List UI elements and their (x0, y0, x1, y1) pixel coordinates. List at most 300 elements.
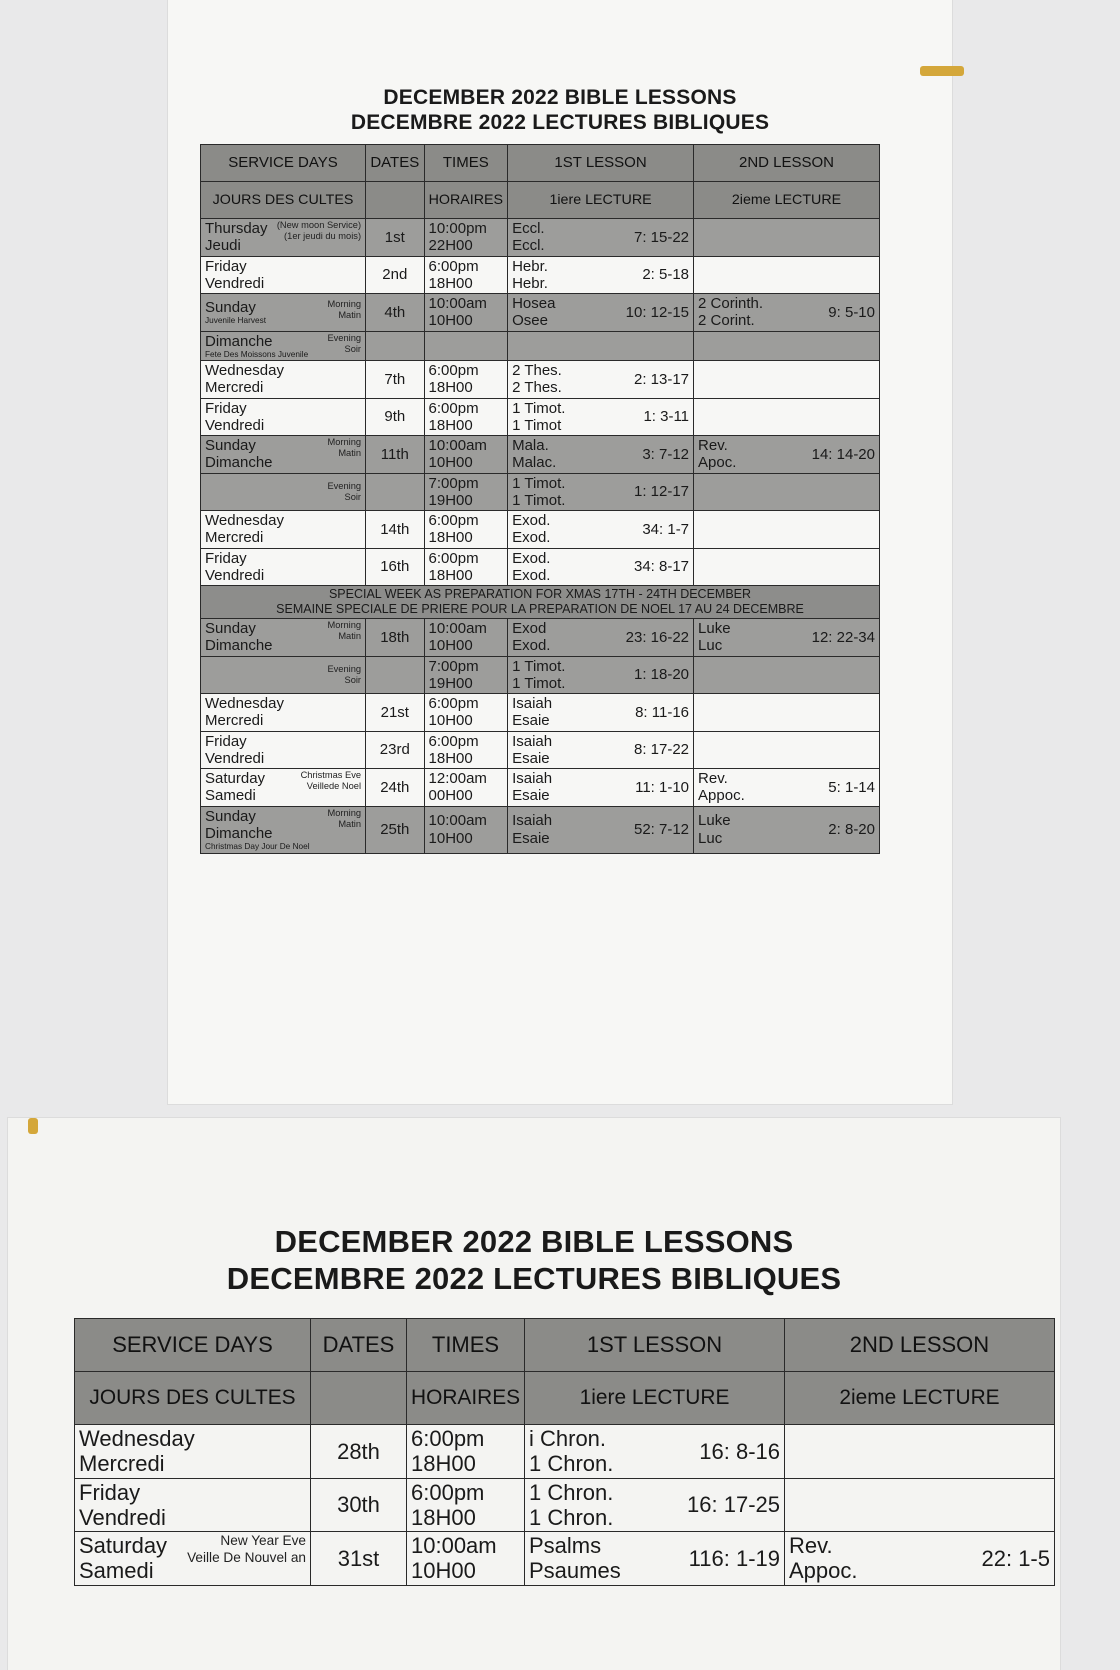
day-french: Vendredi (205, 566, 265, 584)
time-cell (424, 436, 508, 474)
day-french: Jeudi (205, 237, 241, 255)
second-lesson-cell (694, 436, 880, 474)
time-english: 12:00am (428, 770, 487, 788)
first-lesson-cell (508, 731, 694, 769)
day-note-english: Morning (327, 807, 362, 818)
time-english: 7:00pm (428, 657, 479, 675)
time-english: 6:00pm (428, 732, 479, 750)
service-day (205, 220, 361, 255)
header-times-fr: HORAIRES (407, 1372, 525, 1425)
second-lesson-cell (694, 294, 880, 332)
day-english: Sunday (205, 437, 256, 455)
table-row (75, 1478, 1055, 1532)
service-day-names (205, 808, 310, 852)
time-cell (424, 769, 508, 807)
book-french: Malac. (512, 454, 557, 472)
second-lesson-cell (785, 1425, 1055, 1479)
time-french: 19H00 (428, 674, 473, 692)
first-lesson-cell (508, 511, 694, 549)
header-second-lesson: 2ND LESSON (785, 1319, 1055, 1372)
first-lesson (529, 1533, 780, 1584)
book-english: 2 Thes. (512, 362, 562, 380)
day-english: Wednesday (79, 1426, 195, 1451)
day-french: Vendredi (205, 749, 265, 767)
second-lesson-cell (694, 361, 880, 399)
table-row (201, 219, 880, 257)
service-day (205, 733, 361, 768)
time-english: 6:00pm (428, 362, 479, 380)
book-english: Exod (512, 620, 547, 638)
time-cell (424, 656, 508, 694)
day-english: Wednesday (205, 512, 284, 530)
second-lesson (698, 620, 875, 655)
table-row (201, 511, 880, 549)
first-lesson (512, 362, 689, 397)
day-note-french: (1er jeudi du mois) (284, 231, 362, 242)
time-french: 18H00 (411, 1504, 476, 1530)
gold-tab-decoration (28, 1118, 38, 1134)
time-cell (407, 1478, 525, 1532)
header-row-french (75, 1372, 1055, 1425)
date-cell: 1st (366, 219, 424, 257)
day-occasion: Christmas Day Jour De Noel (205, 842, 310, 852)
time-english: 10:00am (428, 812, 487, 830)
first-lesson-book (512, 550, 550, 585)
header-times: TIMES (424, 145, 508, 182)
day-french: Mercredi (205, 712, 264, 730)
time-french: 18H00 (411, 1451, 476, 1477)
service-day-cell (201, 694, 366, 732)
day-english: Friday (79, 1479, 141, 1505)
service-day-cell (201, 769, 366, 807)
second-lesson-cell (694, 473, 880, 511)
table-row (201, 473, 880, 511)
book-french: Exod. (512, 566, 551, 584)
first-lesson-cell (508, 398, 694, 436)
first-lesson-book (512, 362, 562, 397)
page-title (8, 1224, 1060, 1297)
service-day-notes (327, 481, 361, 503)
day-french: Vendredi (205, 416, 265, 434)
first-lesson (512, 550, 689, 585)
book-french: 1 Timot. (512, 491, 566, 509)
day-note-french: Veille De Nouvel an (187, 1549, 306, 1565)
time-cell (424, 398, 508, 436)
service-day-cell (201, 731, 366, 769)
service-day-notes (327, 664, 361, 686)
book-french: Exod. (512, 637, 551, 655)
first-lesson-reference: 8: 11-16 (635, 703, 690, 721)
service-day (205, 512, 361, 547)
service-day (205, 808, 361, 852)
time-french: 18H00 (428, 274, 473, 292)
first-lesson-reference: 34: 1-7 (642, 520, 690, 538)
service-day (205, 695, 361, 730)
day-note-english: Christmas Eve (300, 770, 362, 781)
date-cell: 28th (311, 1425, 407, 1479)
title-french: DECEMBRE 2022 LECTURES BIBLIQUES (226, 1260, 842, 1296)
first-lesson (512, 295, 689, 330)
service-day-notes (327, 299, 361, 321)
first-lesson-reference: 11: 1-10 (635, 778, 690, 796)
second-lesson-reference: 14: 14-20 (811, 445, 875, 463)
book-english: Rev. (698, 437, 728, 455)
book-french: 1 Chron. (529, 1504, 614, 1530)
first-lesson-reference: 16: 8-16 (699, 1438, 780, 1464)
day-note-english: (New moon Service) (276, 220, 362, 230)
time-english: 6:00pm (428, 695, 479, 713)
service-day (205, 333, 361, 360)
service-day-names (205, 620, 273, 655)
service-day (205, 620, 361, 655)
time-french: 18H00 (428, 379, 473, 397)
date-cell (366, 656, 424, 694)
day-french: Vendredi (205, 274, 265, 292)
header-dates: DATES (366, 145, 424, 182)
title-english: DECEMBER 2022 BIBLE LESSONS (274, 1224, 794, 1259)
book-english: Mala. (512, 437, 549, 455)
table-row (75, 1532, 1055, 1586)
date-cell: 2nd (366, 256, 424, 294)
book-french: Esaie (512, 749, 550, 767)
lessons-table (74, 1318, 1055, 1586)
header-service-days-fr: JOURS DES CULTES (75, 1372, 311, 1425)
second-lesson-book (698, 770, 745, 805)
lessons-table (200, 144, 880, 854)
first-lesson-reference: 34: 8-17 (633, 558, 690, 576)
book-french: 1 Chron. (529, 1451, 614, 1477)
day-french: Mercredi (79, 1451, 165, 1477)
header-second-lesson: 2ND LESSON (694, 145, 880, 182)
second-lesson-cell (694, 806, 880, 853)
second-lesson-cell (694, 656, 880, 694)
day-french: Mercredi (205, 529, 264, 547)
service-day-cell (201, 473, 366, 511)
first-lesson-book (529, 1480, 613, 1531)
day-occasion: Fete Des Moissons Juvenile (205, 349, 309, 359)
time-english: 6:00pm (428, 512, 479, 530)
date-cell: 21st (366, 694, 424, 732)
first-lesson-book (512, 475, 565, 510)
day-english: Wednesday (205, 695, 284, 713)
service-day (79, 1426, 306, 1477)
table-row (201, 294, 880, 332)
day-note-french: Matin (338, 818, 362, 829)
day-english: Sunday (205, 298, 256, 316)
day-french: Mercredi (205, 379, 264, 397)
time-cell (424, 619, 508, 657)
first-lesson-book (529, 1533, 621, 1584)
service-day-names (205, 512, 284, 547)
first-lesson-cell (508, 806, 694, 853)
first-lesson-reference: 1: 3-11 (643, 408, 690, 426)
time-cell (424, 361, 508, 399)
day-note-french: Soir (344, 674, 362, 685)
first-lesson-reference: 52: 7-12 (633, 821, 690, 839)
day-note-english: Morning (327, 620, 362, 631)
first-lesson-book (512, 220, 545, 255)
table-row (201, 619, 880, 657)
first-lesson-book (512, 695, 552, 730)
first-lesson-reference: 8: 17-22 (633, 741, 690, 759)
book-french: Apoc. (698, 454, 737, 472)
header-dates-fr (366, 182, 424, 219)
first-lesson-reference: 116: 1-19 (688, 1545, 780, 1571)
book-english: Isaiah (512, 812, 553, 830)
service-day-notes (327, 808, 361, 830)
first-lesson-reference: 1: 12-17 (633, 483, 690, 501)
second-lesson-book (698, 620, 731, 655)
day-french: Dimanche (205, 637, 273, 655)
service-day-cell (201, 219, 366, 257)
book-english: Psalms (529, 1533, 602, 1559)
date-cell: 4th (366, 294, 424, 332)
time-french: 18H00 (428, 749, 473, 767)
service-day (205, 258, 361, 293)
book-french: Exod. (512, 529, 551, 547)
book-french: Osee (512, 312, 548, 330)
first-lesson-reference: 2: 13-17 (633, 370, 690, 388)
first-lesson-reference: 2: 5-18 (642, 266, 690, 284)
service-day-cell (75, 1425, 311, 1479)
first-lesson-reference: 23: 16-22 (625, 628, 690, 646)
time-cell (407, 1532, 525, 1586)
time-english: 6:00pm (411, 1426, 485, 1451)
first-lesson (512, 512, 689, 547)
book-english: Eccl. (512, 220, 545, 237)
book-english: Isaiah (512, 695, 553, 713)
book-english: Exod. (512, 549, 551, 567)
time-french: 10H00 (428, 312, 473, 330)
time-french: 10H00 (428, 712, 473, 730)
time-english: 10:00am (428, 295, 487, 312)
day-note-english: Evening (327, 332, 362, 343)
first-lesson (512, 620, 689, 655)
book-french: Appoc. (789, 1558, 858, 1584)
first-lesson-cell (525, 1532, 785, 1586)
document-page-bottom (8, 1118, 1060, 1670)
service-day (205, 770, 361, 805)
header-times: TIMES (407, 1319, 525, 1372)
header-row-english (75, 1319, 1055, 1372)
day-occasion: Juvenile Harvest (205, 316, 266, 326)
service-day-notes (327, 620, 361, 642)
service-day-names (205, 333, 308, 360)
time-cell (424, 256, 508, 294)
header-service-days-fr: JOURS DES CULTES (201, 182, 366, 219)
first-lesson-book (512, 658, 565, 693)
header-service-days: SERVICE DAYS (75, 1319, 311, 1372)
service-day-cell (75, 1532, 311, 1586)
service-day-notes (301, 770, 361, 792)
first-lesson-cell (508, 473, 694, 511)
second-lesson-cell (694, 398, 880, 436)
time-cell (424, 294, 508, 332)
header-dates-fr (311, 1372, 407, 1425)
day-note-english: New Year Eve (220, 1533, 306, 1549)
book-french: Psaumes (529, 1558, 621, 1584)
title-french: DECEMBRE 2022 LECTURES BIBLIQUES (350, 110, 770, 134)
service-day-names (205, 220, 268, 255)
service-day-notes (187, 1533, 306, 1566)
date-cell: 25th (366, 806, 424, 853)
first-lesson (512, 220, 689, 255)
first-lesson-cell (525, 1425, 785, 1479)
first-lesson-cell (508, 219, 694, 257)
time-cell (424, 694, 508, 732)
day-english: Dimanche (205, 332, 273, 350)
book-french: Luc (698, 637, 723, 655)
date-cell: 30th (311, 1478, 407, 1532)
service-day-notes (327, 437, 361, 459)
date-cell: 31st (311, 1532, 407, 1586)
second-lesson-cell (694, 548, 880, 586)
second-lesson-cell (694, 731, 880, 769)
second-lesson-cell (694, 331, 880, 361)
day-french: Vendredi (79, 1504, 166, 1530)
time-french: 10H00 (428, 829, 473, 847)
book-english: Exod. (512, 512, 551, 530)
first-lesson-cell (508, 294, 694, 332)
day-note-english: Morning (327, 437, 362, 448)
service-day-cell (201, 294, 366, 332)
first-lesson (512, 695, 689, 730)
service-day-cell (201, 806, 366, 853)
time-cell (424, 731, 508, 769)
service-day (79, 1533, 306, 1584)
day-english: Friday (205, 732, 247, 750)
title-english: DECEMBER 2022 BIBLE LESSONS (383, 86, 737, 109)
service-day-names (205, 299, 266, 326)
date-cell: 18th (366, 619, 424, 657)
book-french: Luc (698, 829, 723, 847)
first-lesson (512, 812, 689, 847)
service-day-cell (201, 548, 366, 586)
day-english: Thursday (205, 220, 268, 237)
second-lesson-reference: 2: 8-20 (828, 821, 875, 839)
first-lesson-cell (508, 694, 694, 732)
second-lesson-reference: 12: 22-34 (811, 628, 875, 646)
day-french: Samedi (205, 787, 256, 805)
first-lesson-cell (508, 361, 694, 399)
book-english: 1 Timot. (512, 399, 566, 417)
page-title (168, 86, 952, 136)
table-row (75, 1425, 1055, 1479)
first-lesson-reference: 10: 12-15 (625, 303, 690, 321)
header-first-lesson-fr: 1iere LECTURE (525, 1372, 785, 1425)
header-first-lesson: 1ST LESSON (525, 1319, 785, 1372)
day-note-english: Morning (327, 298, 362, 309)
header-row-french (201, 182, 880, 219)
book-english: 1 Timot. (512, 474, 566, 492)
first-lesson-cell (508, 769, 694, 807)
date-cell: 9th (366, 398, 424, 436)
first-lesson-book (512, 437, 556, 472)
time-cell (424, 219, 508, 257)
time-english: 6:00pm (428, 399, 479, 417)
second-lesson-book (698, 812, 731, 847)
time-cell (424, 511, 508, 549)
service-day-names (205, 400, 264, 435)
first-lesson-cell (508, 331, 694, 361)
time-french: 19H00 (428, 491, 473, 509)
second-lesson (698, 295, 875, 330)
first-lesson-cell (525, 1478, 785, 1532)
first-lesson-book (512, 400, 565, 435)
time-english: 6:00pm (428, 257, 479, 275)
second-lesson-book (789, 1533, 858, 1584)
time-english: 10:00pm (428, 220, 487, 237)
service-day (205, 550, 361, 585)
second-lesson-book (698, 437, 736, 472)
service-day-cell (75, 1478, 311, 1532)
service-day (205, 299, 361, 326)
time-cell (424, 473, 508, 511)
book-french: Esaie (512, 829, 550, 847)
first-lesson (529, 1480, 780, 1531)
book-english: Luke (698, 812, 731, 830)
special-week-english: SPECIAL WEEK AS PREPARATION FOR XMAS 17TH - 24TH DECEMBER (328, 587, 752, 602)
service-day (205, 437, 361, 472)
header-second-lesson-fr: 2ieme LECTURE (785, 1372, 1055, 1425)
day-note-french: Veillede Noel (306, 781, 362, 792)
header-times-fr: HORAIRES (424, 182, 508, 219)
service-day-cell (201, 361, 366, 399)
second-lesson-reference: 22: 1-5 (981, 1545, 1050, 1571)
service-day-cell (201, 619, 366, 657)
book-english: 1 Timot. (512, 657, 566, 675)
service-day-names (79, 1533, 167, 1584)
time-french: 00H00 (428, 787, 473, 805)
service-day-cell (201, 656, 366, 694)
time-english: 7:00pm (428, 474, 479, 492)
time-english: 6:00pm (411, 1479, 485, 1505)
book-english: Hebr. (512, 257, 548, 275)
time-english: 10:00am (428, 437, 487, 455)
day-english: Sunday (205, 807, 256, 825)
header-second-lesson-fr: 2ieme LECTURE (694, 182, 880, 219)
first-lesson-reference: 3: 7-12 (642, 445, 690, 463)
second-lesson-cell (785, 1532, 1055, 1586)
gold-tab-decoration (920, 66, 964, 76)
document-page-top (168, 0, 952, 1104)
date-cell (366, 473, 424, 511)
table-row (201, 331, 880, 361)
service-day-names (79, 1480, 166, 1531)
first-lesson (512, 258, 689, 293)
time-french: 18H00 (428, 566, 473, 584)
service-day-names (205, 695, 284, 730)
book-french: 1 Timot (512, 416, 562, 434)
first-lesson (512, 658, 689, 693)
day-french: Samedi (79, 1558, 154, 1584)
service-day-names (205, 550, 264, 585)
first-lesson (512, 437, 689, 472)
day-english: Friday (205, 399, 247, 417)
header-row-english (201, 145, 880, 182)
first-lesson-cell (508, 656, 694, 694)
second-lesson (698, 437, 875, 472)
book-english: Hosea (512, 295, 556, 312)
day-note-french: Matin (338, 631, 362, 642)
service-day-cell (201, 256, 366, 294)
second-lesson-cell (694, 769, 880, 807)
book-french: 2 Corint. (698, 312, 755, 330)
service-day-cell (201, 511, 366, 549)
time-english: 10:00am (411, 1533, 497, 1559)
service-day-cell (201, 398, 366, 436)
first-lesson-book (512, 770, 552, 805)
